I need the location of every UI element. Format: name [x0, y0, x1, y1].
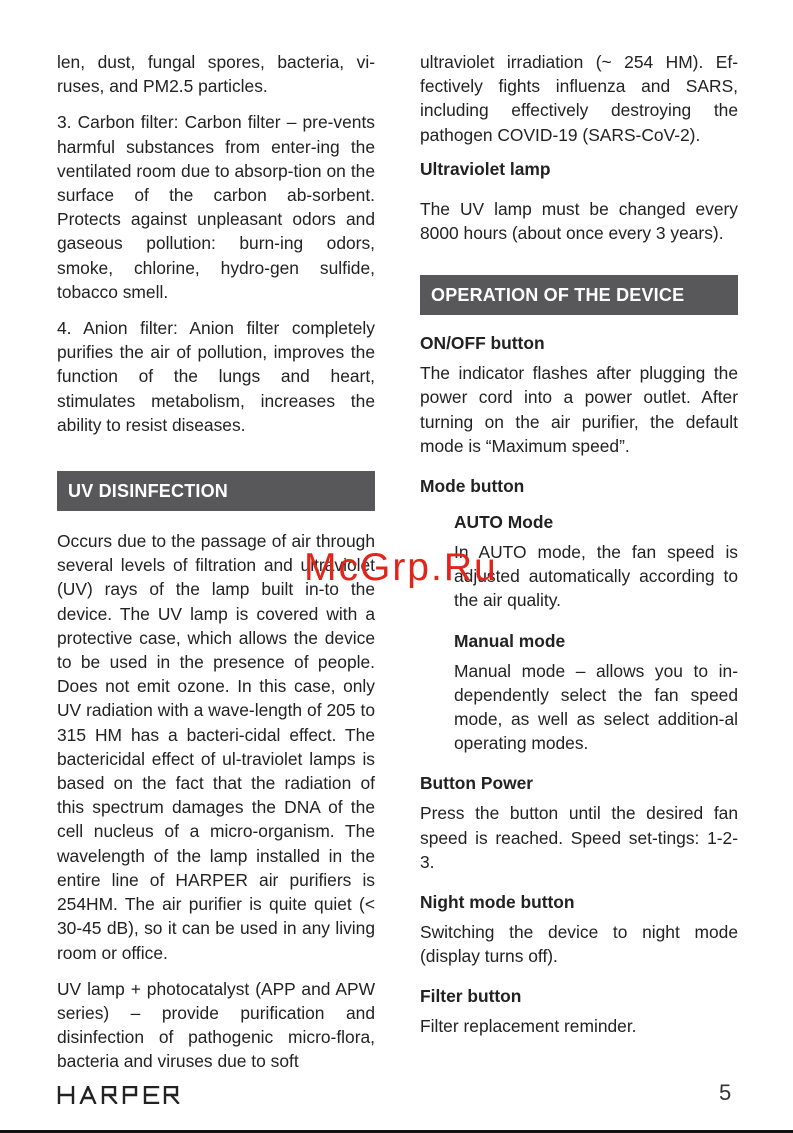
paragraph: ultraviolet irradiation (~ 254 HM). Ef-fectively fights influenza and SARS, including effectively destroying the pathogen COVID-19 (SARS-CoV-2).: [420, 52, 738, 145]
right-column: [420, 50, 738, 1049]
paragraph: Manual mode – allows you to in-dependently select the fan speed mode, as well as select addition-al operating modes.: [454, 660, 738, 754]
paragraph: UV lamp + photocatalyst (APP and APW series) – provide purification and disinfection of pathogenic micro-flora, bacteria and viruses due to soft: [57, 978, 375, 1072]
harper-logo: [57, 1086, 189, 1104]
paragraph: The UV lamp must be changed every 8000 hours (about once every 3 years).: [420, 198, 738, 244]
subheading-button-power: Button Power: [420, 773, 534, 794]
subheading-onoff-button: ON/OFF button: [420, 333, 545, 354]
paragraph: Press the button until the desired fan speed is reached. Speed set-tings: 1-2-3.: [420, 803, 738, 872]
paragraph: len, dust, fungal spores, bacteria, vi-ruses, and PM2.5 particles.: [57, 52, 375, 97]
paragraph: 3. Carbon filter: Carbon filter – pre-vents harmful substances from enter-ing the ventilated room due to absorp-tion on the surface of the carbon ab-sorbent. Protects against unpleasant odors and gaseous pollution: burn-ing odors, smoke, chlorine, hydro-gen sulfide, tobacco smell.: [57, 112, 375, 302]
subheading-filter-button: Filter button: [420, 986, 522, 1007]
paragraph: The indicator flashes after plugging the power cord into a power outlet. After turning on the air purifier, the default mode is “Maximum speed”.: [420, 363, 738, 456]
paragraph: In AUTO mode, the fan speed is adjusted automatically according to the air quality.: [454, 542, 738, 611]
subheading-night-mode-button: Night mode button: [420, 892, 575, 913]
subheading-manual-mode: Manual mode: [454, 630, 566, 651]
paragraph: 4. Anion filter: Anion filter completely purifies the air of pollution, improves the function of the lungs and heart, stimulates metabolism, increases the ability to resist diseases.: [57, 318, 375, 435]
subheading-ultraviolet-lamp: Ultraviolet lamp: [420, 158, 551, 179]
section-heading-operation: OPERATION OF THE DEVICE: [420, 275, 738, 315]
page-number: 5: [719, 1080, 732, 1105]
subheading-mode-button: Mode button: [420, 476, 525, 497]
left-column: [57, 50, 375, 1084]
section-heading-uv-disinfection: UV DISINFECTION: [57, 471, 375, 511]
paragraph: Filter replacement reminder.: [420, 1016, 637, 1037]
watermark: McGrp.Ru: [304, 546, 498, 589]
subheading-auto-mode: AUTO Mode: [454, 512, 554, 533]
paragraph: Occurs due to the passage of air through several levels of filtration and ultraviolet (UV) rays of the lamp built in-to the device. The UV lamp is covered with a protective case, which allows the device to be used in the presence of people. Does not emit ozone. In this case, only UV radiation with a wave-length of 205 to 315 HM has a bacteri-cidal effect. The bactericidal effect of ul-traviolet lamps is based on the fact that the radiation of this spectrum damages the DNA of the cell nucleus of a micro-organism. The wavelength of the lamp installed in the entire line of HARPER air purifiers is 254HM. The air purifier is quite quiet (< 30-45 dB), so it can be used in any living room or office.: [57, 531, 375, 963]
paragraph: Switching the device to night mode (display turns off).: [420, 922, 738, 967]
